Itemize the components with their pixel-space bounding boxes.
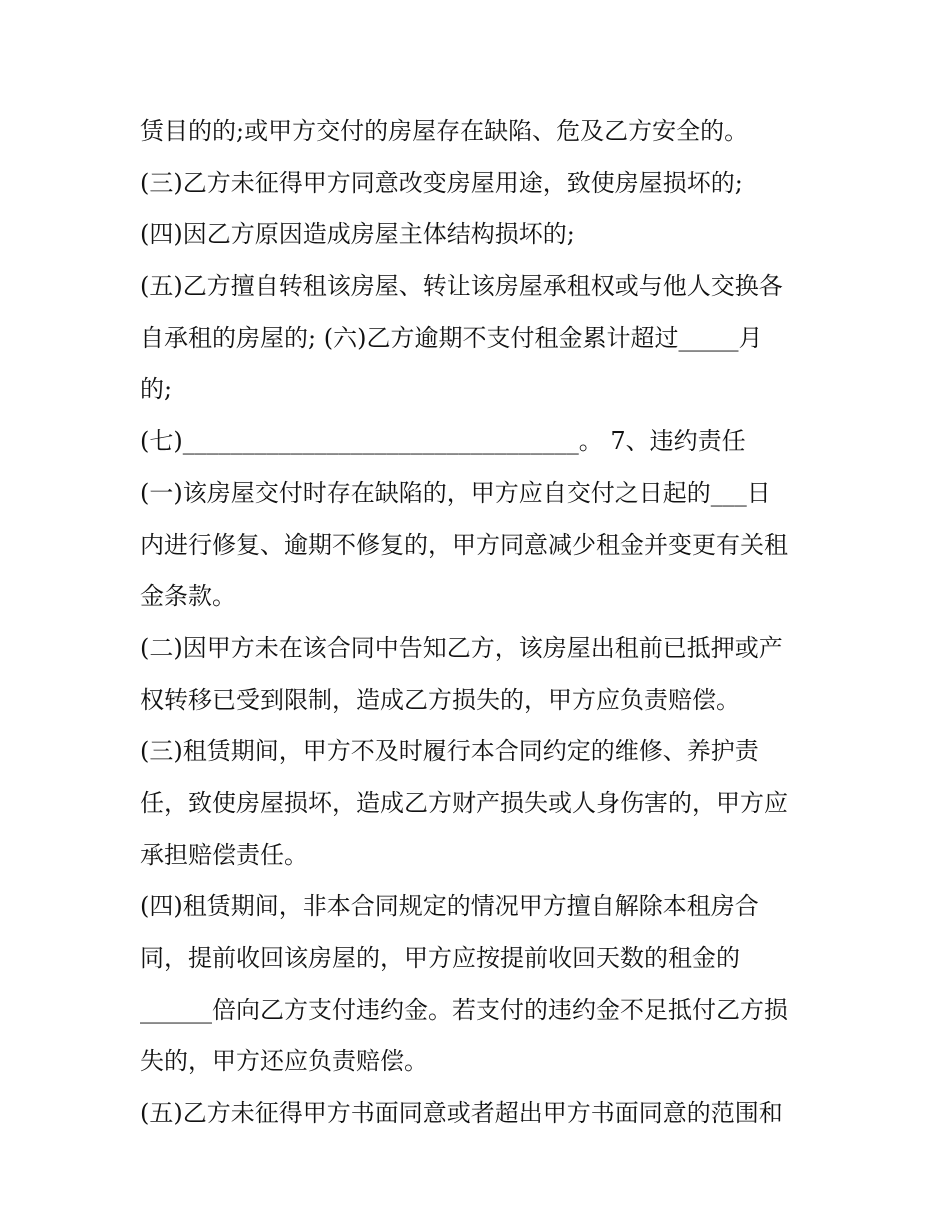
text-line: 承担赔偿责任。 [140,840,308,869]
text-line: 自承租的房屋的; (六)乙方逾期不支付租金累计超过_____月 [140,323,763,352]
text-line: 金条款。 [140,582,236,611]
text-line: (五)乙方擅自转租该房屋、转让该房屋承租权或与他人交换各 [140,272,783,301]
text-line: (三)租赁期间，甲方不及时履行本合同约定的维修、养护责 [140,737,759,766]
text-line: 任，致使房屋损坏，造成乙方财产损失或人身伤害的，甲方应 [140,788,788,817]
text-line: (四)因乙方原因造成房屋主体结构损坏的; [140,220,575,249]
text-line: (七)_________________________________。 7、违约责任 [140,427,746,456]
text-line: (二)因甲方未在该合同中告知乙方，该房屋出租前已抵押或产 [140,633,783,662]
contract-body [140,106,820,1140]
text-line: (四)租赁期间，非本合同规定的情况甲方擅自解除本租房合 [140,892,759,921]
text-line: (五)乙方未征得甲方书面同意或者超出甲方书面同意的范围和 [140,1099,783,1128]
text-line: ______倍向乙方支付违约金。若支付的违约金不足抵付乙方损 [140,995,788,1024]
text-line: (三)乙方未征得甲方同意改变房屋用途，致使房屋损坏的; [140,168,743,197]
text-line: 内进行修复、逾期不修复的，甲方同意减少租金并变更有关租 [140,530,788,559]
text-line: (一)该房屋交付时存在缺陷的，甲方应自交付之日起的___日 [140,478,771,507]
text-line: 同，提前收回该房屋的，甲方应按提前收回天数的租金的 [140,944,740,972]
text-line: 权转移已受到限制，造成乙方损失的，甲方应负责赔偿。 [140,685,740,714]
text-line: 的; [140,375,173,404]
text-line: 赁目的的;或甲方交付的房屋存在缺陷、危及乙方安全的。 [140,117,749,145]
text-line: 失的，甲方还应负责赔偿。 [140,1047,428,1076]
